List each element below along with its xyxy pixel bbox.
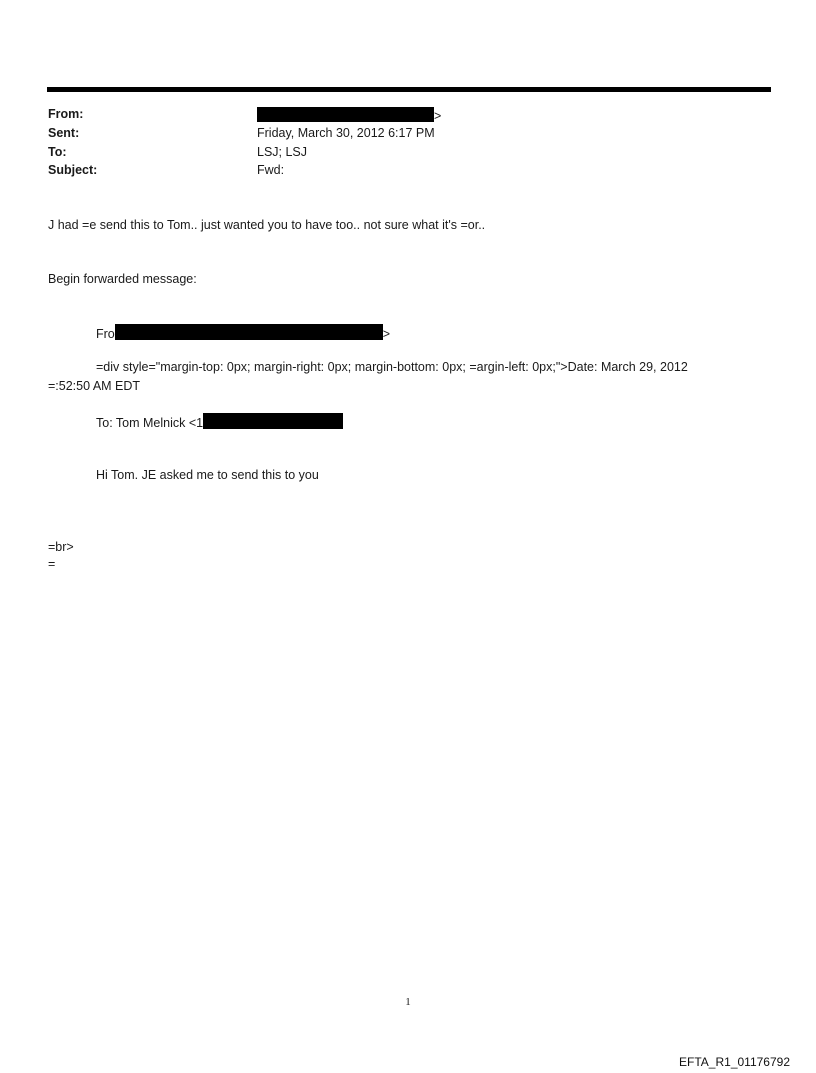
forwarded-to-line — [96, 413, 343, 430]
body-tail-equals: = — [48, 557, 56, 571]
forwarded-message-text: Hi Tom. JE asked me to send this to you — [96, 468, 319, 482]
forwarded-from-line — [96, 324, 390, 341]
redaction-bar — [257, 107, 434, 122]
redaction-bar — [203, 413, 343, 429]
forwarded-from-suffix: > — [382, 327, 391, 341]
forwarded-to-prefix: To: Tom Melnick <1 — [96, 416, 204, 430]
forwarded-from-prefix: Fro — [96, 327, 115, 341]
body-line-intro: J had =e send this to Tom.. just wanted you to have too.. not sure what it's =or.. — [48, 218, 486, 232]
subject-label: Subject: — [48, 163, 98, 177]
body-line-begin-forwarded: Begin forwarded message: — [48, 272, 197, 286]
forwarded-div-line: =div style="margin-top: 0px; margin-right: 0px; margin-bottom: 0px; =argin-left: 0px;">Date: March 29, 2012 — [96, 360, 688, 374]
subject-value: Fwd: — [257, 163, 285, 177]
from-label: From: — [48, 107, 84, 121]
sent-label: Sent: — [48, 126, 80, 140]
from-value-suffix: > — [434, 109, 442, 123]
document-id: EFTA_R1_01176792 — [679, 1055, 790, 1069]
to-value: LSJ; LSJ — [257, 145, 308, 159]
sent-value: Friday, March 30, 2012 6:17 PM — [257, 126, 435, 140]
to-label: To: — [48, 145, 67, 159]
body-tail-br: =br> — [48, 540, 74, 554]
from-value — [257, 107, 441, 123]
page-number: 1 — [405, 996, 411, 1008]
header-rule — [47, 87, 771, 92]
redaction-bar — [115, 324, 383, 340]
forwarded-date-line: =:52:50 AM EDT — [48, 379, 141, 393]
